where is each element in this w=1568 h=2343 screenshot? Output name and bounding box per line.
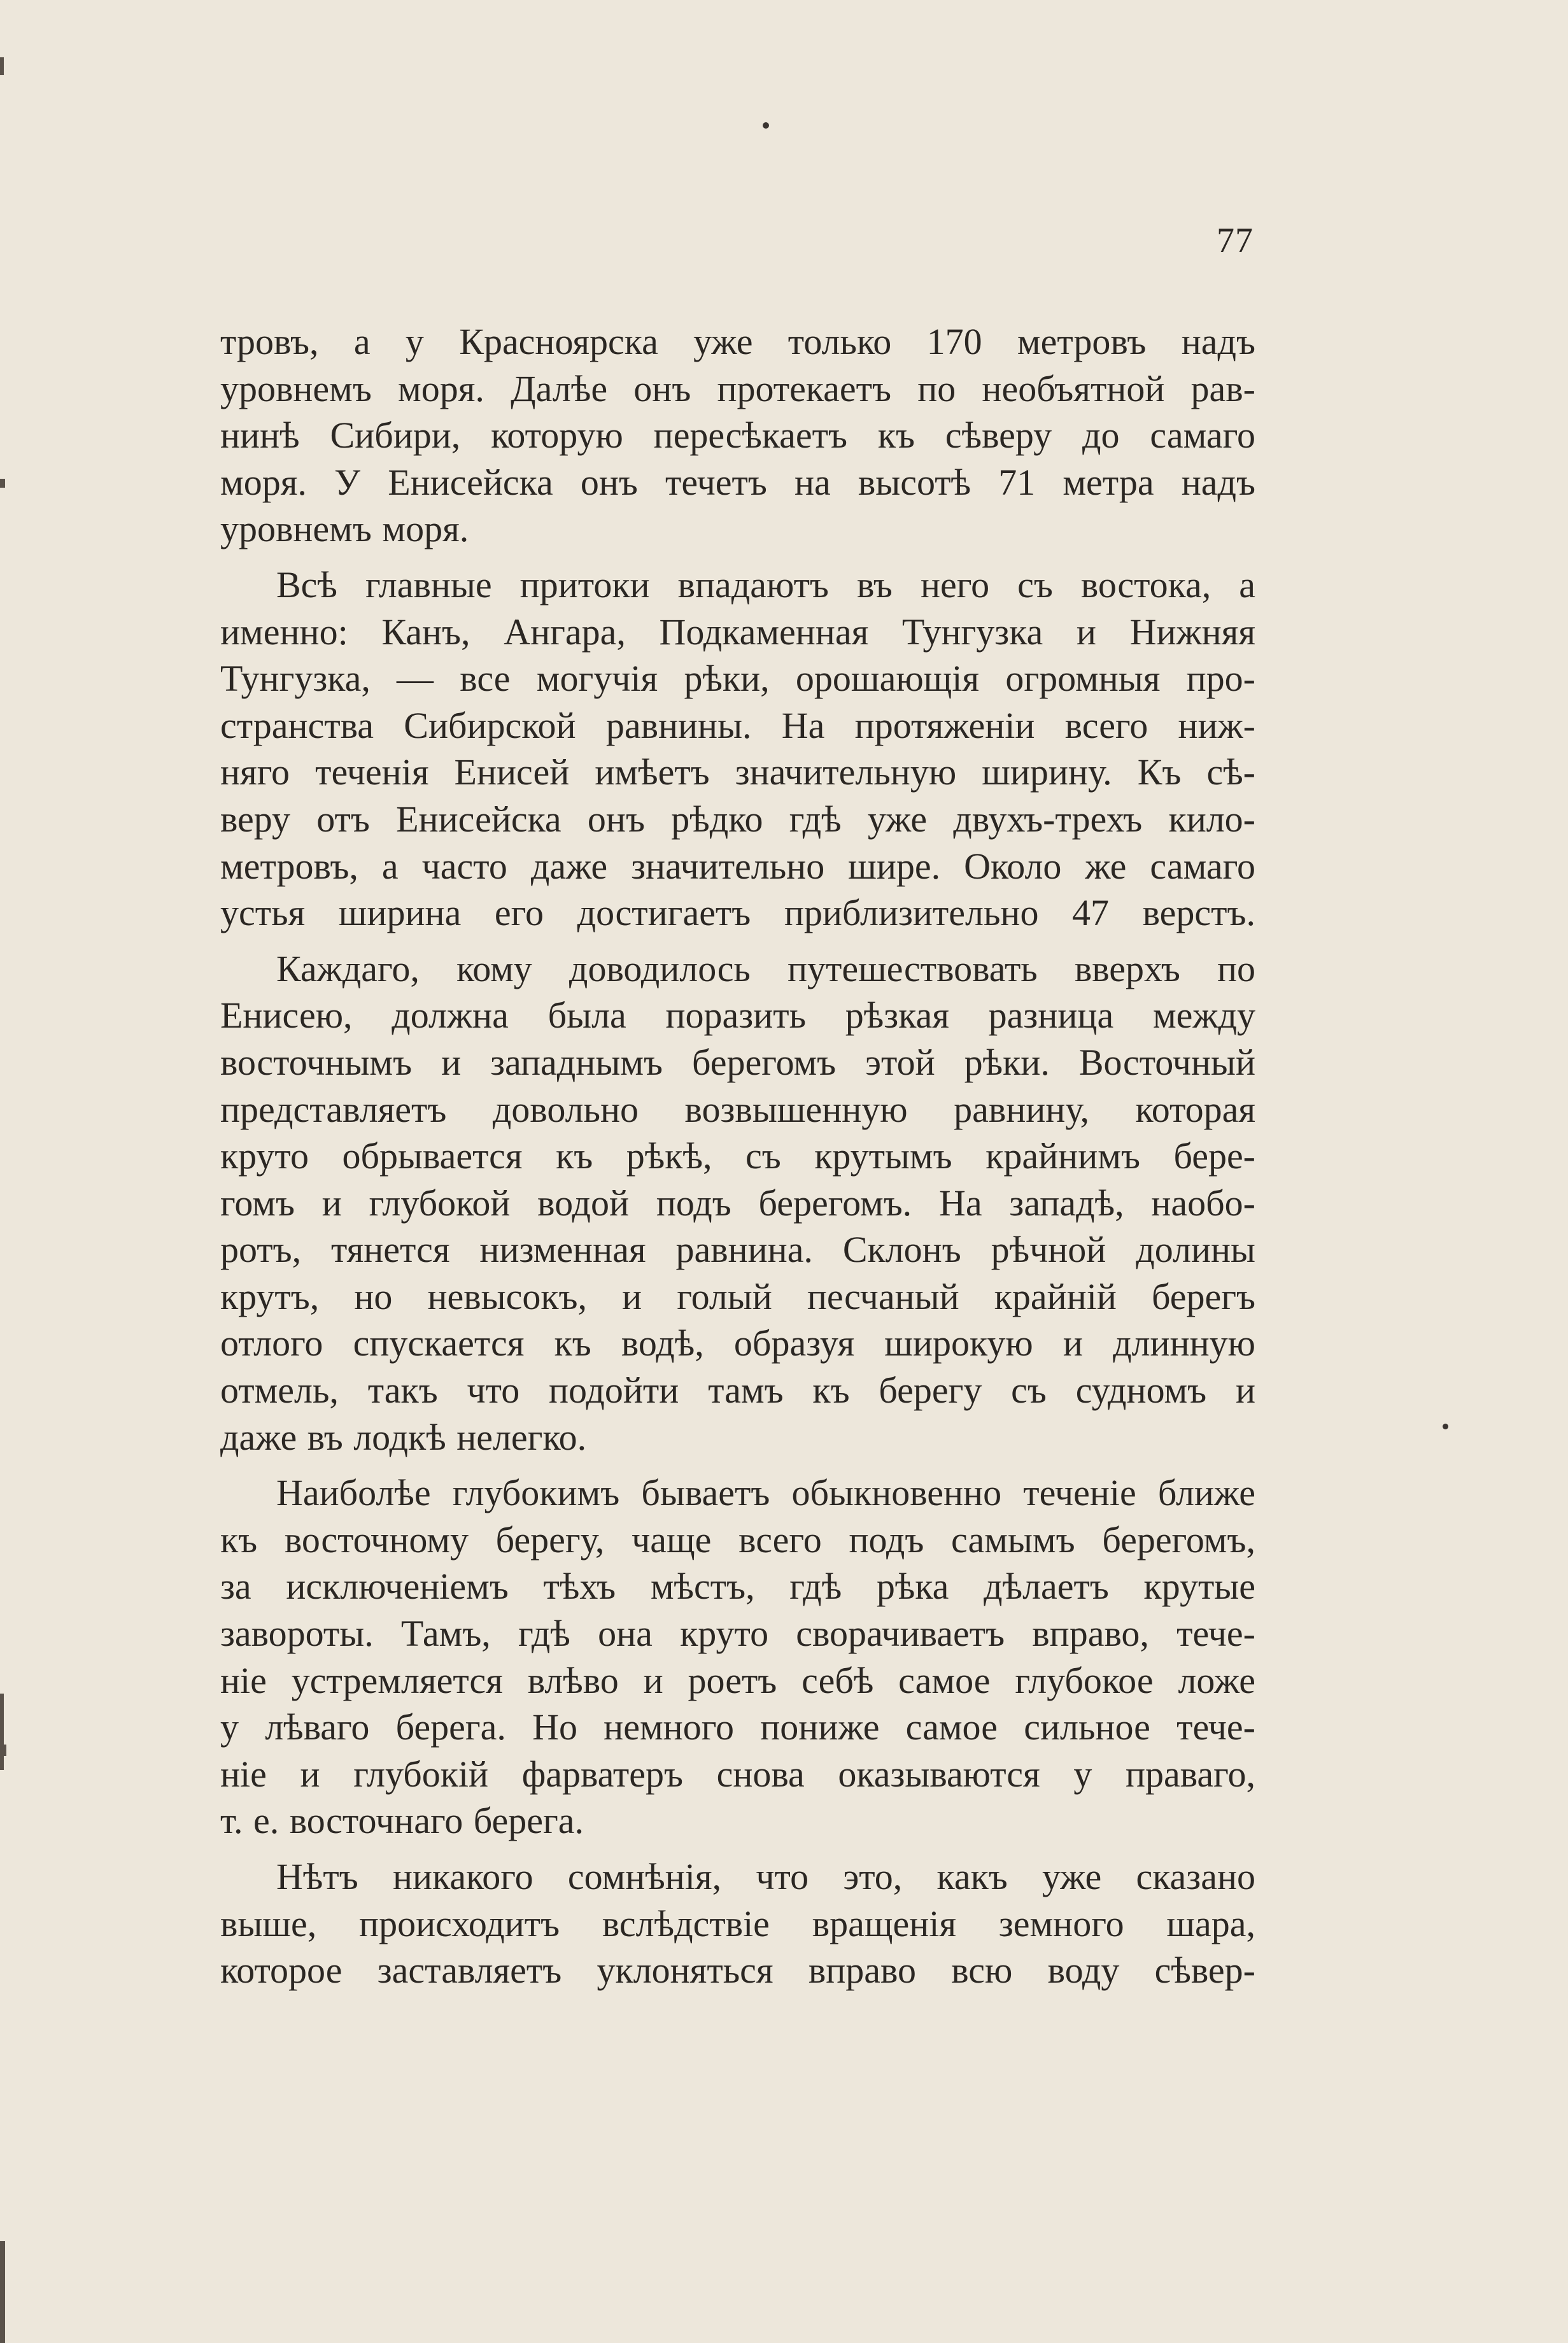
text-line: ротъ, тянется низменная равнина. Склонъ рѣчной долины <box>220 1229 1255 1271</box>
binding-mark <box>0 57 4 75</box>
text-line: представляетъ довольно возвышенную равнину, которая <box>220 1088 1255 1130</box>
binding-mark <box>0 1694 4 1770</box>
text-line: тровъ, а у Красноярска уже только 170 метровъ надъ <box>220 321 1255 362</box>
text-line: веру отъ Енисейска онъ рѣдко гдѣ уже двухъ-трехъ кило- <box>220 798 1255 840</box>
text-line: ніе устремляется влѣво и роетъ себѣ самое глубокое ложе <box>220 1659 1255 1701</box>
text-line: т. е. восточнаго берега. <box>220 1800 584 1842</box>
text-line: Енисею, должна была поразить рѣзкая разница между <box>220 995 1255 1037</box>
paragraph <box>220 1469 1255 1797</box>
text-line: круто обрывается къ рѣкѣ, съ крутымъ крайнимъ бере- <box>220 1135 1255 1177</box>
scan-speck <box>763 122 769 129</box>
paragraph <box>220 318 1255 506</box>
text-line: отлого спускается къ водѣ, образуя широкую и длинную <box>220 1322 1255 1364</box>
paragraph <box>220 1853 1255 1994</box>
text-line: нинѣ Сибири, которую пересѣкаетъ къ сѣверу до самаго <box>220 414 1255 457</box>
text-line: восточнымъ и западнымъ берегомъ этой рѣки. Восточный <box>220 1041 1255 1083</box>
binding-mark <box>0 479 5 488</box>
text-line: Нѣтъ никакого сомнѣнія, что это, какъ уже сказано <box>276 1856 1255 1897</box>
text-line: завороты. Тамъ, гдѣ она круто сворачиваетъ вправо, тече- <box>220 1613 1255 1655</box>
text-line: именно: Канъ, Ангара, Подкаменная Тунгузка и Нижняя <box>220 611 1255 653</box>
text-line: которое заставляетъ уклоняться вправо всю воду сѣвер- <box>220 1950 1255 1992</box>
binding-mark <box>0 2241 5 2343</box>
scan-speck <box>1443 1424 1448 1429</box>
text-line: даже въ лодкѣ нелегко. <box>220 1416 587 1458</box>
text-line: няго теченія Енисей имѣетъ значительную ширину. Къ сѣ- <box>220 751 1255 793</box>
binding-mark <box>0 1745 6 1756</box>
text-line: Тунгузка, — все могучія рѣки, орошающія огромныя про- <box>220 658 1255 700</box>
text-line: моря. У Енисейска онъ течетъ на высотѣ 71 метра надъ <box>220 461 1255 503</box>
body-text <box>220 318 1255 2003</box>
text-line: метровъ, а часто даже значительно шире. Около же самаго <box>220 845 1255 887</box>
paragraph <box>220 562 1255 937</box>
paragraph <box>220 945 1255 1414</box>
text-line: уровнемъ моря. Далѣе онъ протекаетъ по необъятной рав- <box>220 367 1255 409</box>
text-line: выше, происходитъ вслѣдствіе вращенія земного шара, <box>220 1902 1255 1944</box>
paragraph-end <box>220 506 1255 553</box>
text-line: ніе и глубокій фарватеръ снова оказываются у праваго, <box>220 1753 1255 1795</box>
text-line: у лѣваго берега. Но немного пониже самое сильное тече- <box>220 1706 1255 1748</box>
text-line: гомъ и глубокой водой подъ берегомъ. На западѣ, наобо- <box>220 1182 1255 1224</box>
text-line: уровнемъ моря. <box>220 508 469 550</box>
paragraph-end <box>220 1414 1255 1461</box>
text-line: устья ширина его достигаетъ приблизительно 47 верстъ. <box>220 892 1255 934</box>
text-line: Всѣ главные притоки впадаютъ въ него съ востока, а <box>276 563 1255 605</box>
text-line: странства Сибирской равнины. На протяженіи всего ниж- <box>220 704 1255 746</box>
text-line: къ восточному берегу, чаще всего подъ самымъ берегомъ, <box>220 1518 1255 1561</box>
text-line: за исключеніемъ тѣхъ мѣстъ, гдѣ рѣка дѣлаетъ крутые <box>220 1566 1255 1608</box>
page-number: 77 <box>1217 221 1254 260</box>
text-line: Наиболѣе глубокимъ бываетъ обыкновенно теченіе ближе <box>276 1472 1255 1514</box>
text-line: крутъ, но невысокъ, и голый песчаный крайній берегъ <box>220 1275 1255 1317</box>
text-line: Каждаго, кому доводилось путешествовать вверхъ по <box>276 947 1255 989</box>
paragraph-end <box>220 1797 1255 1844</box>
text-line: отмель, такъ что подойти тамъ къ берегу съ судномъ и <box>220 1370 1255 1412</box>
